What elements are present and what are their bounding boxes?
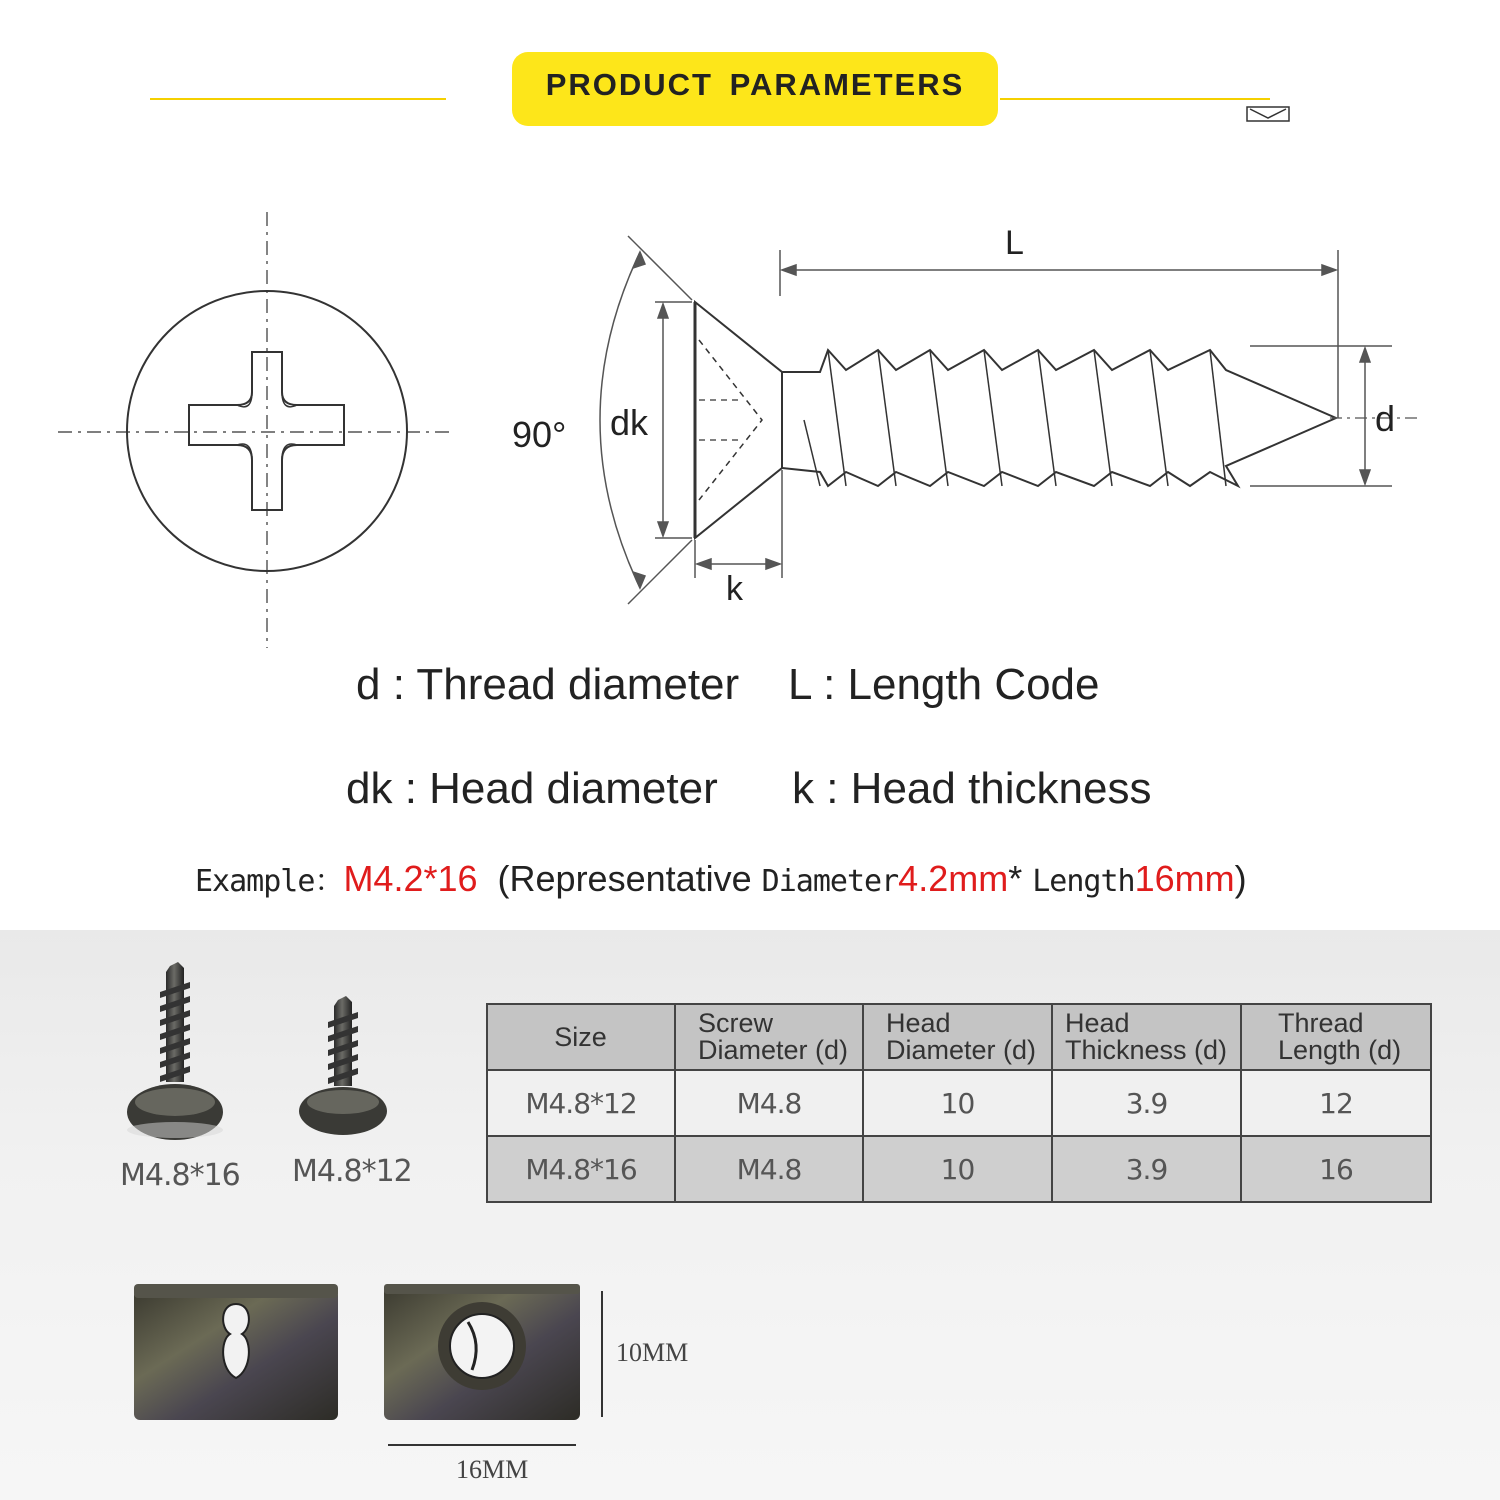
- table-cell: 3.9: [1052, 1070, 1241, 1136]
- label-angle: 90°: [512, 414, 567, 455]
- example-line: [195, 856, 1247, 900]
- head-top-view: [58, 212, 455, 648]
- example-length-value: 16mm: [1134, 858, 1235, 899]
- dk-dimension: [655, 302, 692, 538]
- spec-table: [486, 1003, 1432, 1203]
- screw-caption-m4-8x16: M4.8*16: [120, 1158, 240, 1193]
- table-header-thread-length: Thread Length (d): [1241, 1004, 1431, 1070]
- label-L: L: [1005, 224, 1024, 262]
- table-cell: M4.8*12: [487, 1070, 675, 1136]
- example-open: (Representative: [477, 858, 762, 899]
- screw-shank: [782, 350, 1336, 486]
- example-star: *: [1008, 858, 1033, 899]
- table-header-head-thickness: Head Thickness (d): [1052, 1004, 1241, 1070]
- table-header-size: Size: [487, 1004, 675, 1070]
- table-row: [487, 1136, 1431, 1202]
- example-length-word: Length: [1032, 864, 1135, 899]
- clip-height-line: [601, 1291, 603, 1417]
- example-diameter-word: Diameter: [761, 864, 899, 899]
- clip-height-label: 10MM: [616, 1338, 689, 1367]
- chevron-down-icon: [1246, 106, 1290, 122]
- table-cell: M4.8*16: [487, 1136, 675, 1202]
- screw-head-side: [695, 302, 782, 538]
- legend-d: d : Thread diameter: [356, 660, 740, 709]
- legend-k: k : Head thickness: [792, 764, 1152, 813]
- label-k: k: [726, 570, 743, 608]
- example-prefix: Example：: [195, 864, 344, 899]
- screw-image-m4-8x16: [118, 962, 238, 1147]
- screw-technical-drawing: [0, 200, 1500, 660]
- table-cell: M4.8: [675, 1070, 863, 1136]
- example-code: M4.2*16: [343, 858, 478, 899]
- header-badge: [512, 52, 998, 126]
- table-cell: M4.8: [675, 1136, 863, 1202]
- clip-nut-image-back: [382, 1282, 582, 1424]
- header-line-left: [150, 98, 446, 100]
- legend-dk: dk : Head diameter: [346, 764, 718, 813]
- table-header-head-diameter: Head Diameter (d): [863, 1004, 1052, 1070]
- screw-image-m4-8x12: [290, 996, 400, 1146]
- legend-L: L : Length Code: [788, 660, 1100, 709]
- clip-width-label: 16MM: [456, 1455, 529, 1484]
- example-close: ): [1234, 858, 1247, 899]
- clip-width-line: [388, 1444, 576, 1446]
- label-dk: dk: [610, 402, 649, 443]
- table-header-screw-diameter: Screw Diameter (d): [675, 1004, 863, 1070]
- table-row: [487, 1070, 1431, 1136]
- table-cell: 3.9: [1052, 1136, 1241, 1202]
- table-cell: 12: [1241, 1070, 1431, 1136]
- screw-caption-m4-8x12: M4.8*12: [292, 1154, 412, 1189]
- label-d: d: [1375, 398, 1396, 439]
- header-line-right: [1000, 98, 1270, 100]
- page-title: PRODUCT PARAMETERS: [545, 67, 965, 102]
- example-diameter-value: 4.2mm: [898, 858, 1009, 899]
- table-header-row: [487, 1004, 1431, 1070]
- table-cell: 10: [863, 1070, 1052, 1136]
- table-cell: 16: [1241, 1136, 1431, 1202]
- clip-nut-image-front: [132, 1282, 340, 1424]
- table-cell: 10: [863, 1136, 1052, 1202]
